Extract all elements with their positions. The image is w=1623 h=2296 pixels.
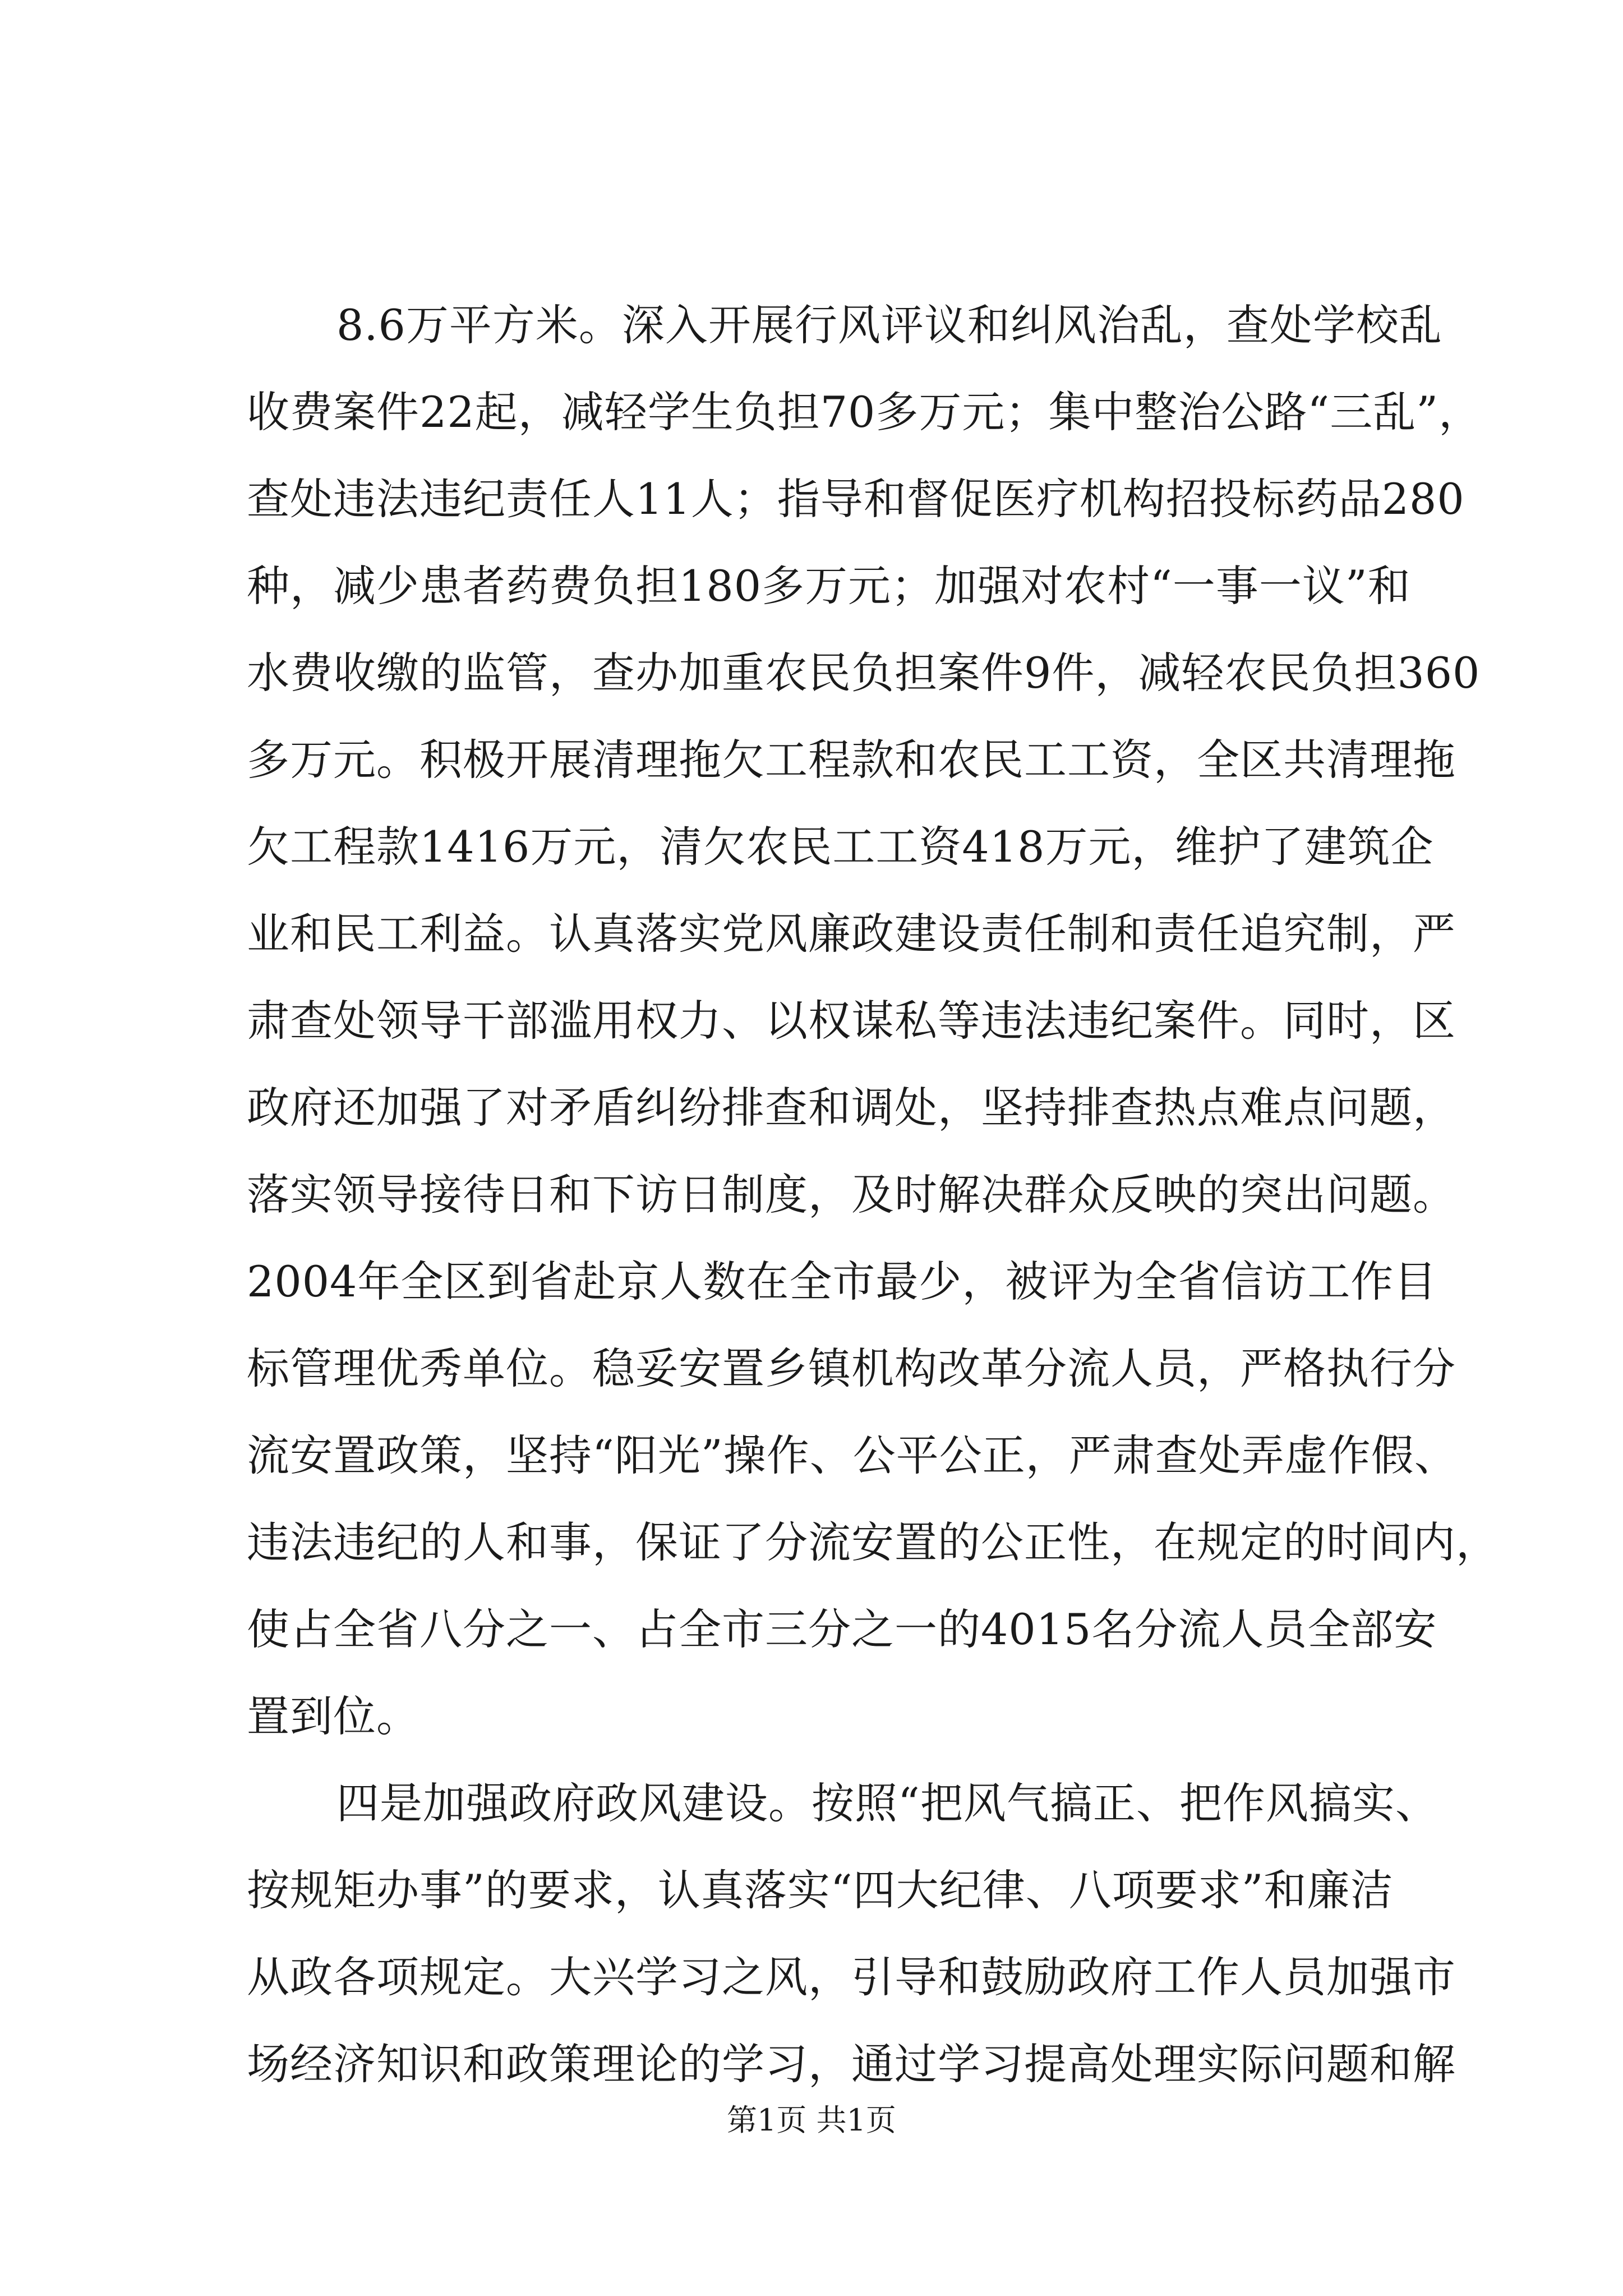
text-line: 置到位。 <box>247 1691 419 1741</box>
text-line: 政府还加强了对矛盾纠纷排查和调处，坚持排查热点难点问题， <box>247 1083 1456 1133</box>
text-line: 业和民工利益。认真落实党风廉政建设责任制和责任追究制，严 <box>247 909 1456 959</box>
text-line: 从政各项规定。大兴学习之风，引导和鼓励政府工作人员加强市 <box>247 1952 1456 2002</box>
text-line: 欠工程款1416万元，清欠农民工工资418万元，维护了建筑企 <box>247 822 1434 872</box>
text-line: 收费案件22起，减轻学生负担70多万元；集中整治公路“三乱”， <box>247 387 1482 437</box>
text-line: 四是加强政府政风建设。按照“把风气搞正、把作风搞实、 <box>336 1778 1438 1828</box>
text-line: 查处违法违纪责任人11人；指导和督促医疗机构招投标药品280 <box>247 474 1465 524</box>
text-line: 标管理优秀单位。稳妥安置乡镇机构改革分流人员，严格执行分 <box>247 1343 1456 1393</box>
text-line: 场经济知识和政策理论的学习，通过学习提高处理实际问题和解 <box>247 2039 1456 2089</box>
text-line: 8.6万平方米。深入开展行风评议和纠风治乱，查处学校乱 <box>336 300 1442 350</box>
text-line: 落实领导接待日和下访日制度，及时解决群众反映的突出问题。 <box>247 1170 1456 1220</box>
text-line: 按规矩办事”的要求，认真落实“四大纪律、八项要求”和廉洁 <box>247 1865 1394 1915</box>
text-line: 违法违纪的人和事，保证了分流安置的公正性，在规定的时间内， <box>247 1517 1499 1567</box>
text-line: 种，减少患者药费负担180多万元；加强对农村“一事一议”和 <box>247 561 1411 611</box>
text-line: 水费收缴的监管，查办加重农民负担案件9件，减轻农民负担360 <box>247 648 1481 698</box>
page-number-footer: 第1页 共1页 <box>727 2102 896 2138</box>
text-line: 2004年全区到省赴京人数在全市最少，被评为全省信访工作目 <box>247 1257 1437 1306</box>
text-line: 肃查处领导干部滥用权力、以权谋私等违法违纪案件。同时，区 <box>247 996 1456 1046</box>
text-line: 使占全省八分之一、占全市三分之一的4015名分流人员全部安 <box>247 1604 1437 1654</box>
text-line: 流安置政策，坚持“阳光”操作、公平公正，严肃查处弄虚作假、 <box>247 1430 1458 1480</box>
text-line: 多万元。积极开展清理拖欠工程款和农民工工资，全区共清理拖 <box>247 735 1456 785</box>
